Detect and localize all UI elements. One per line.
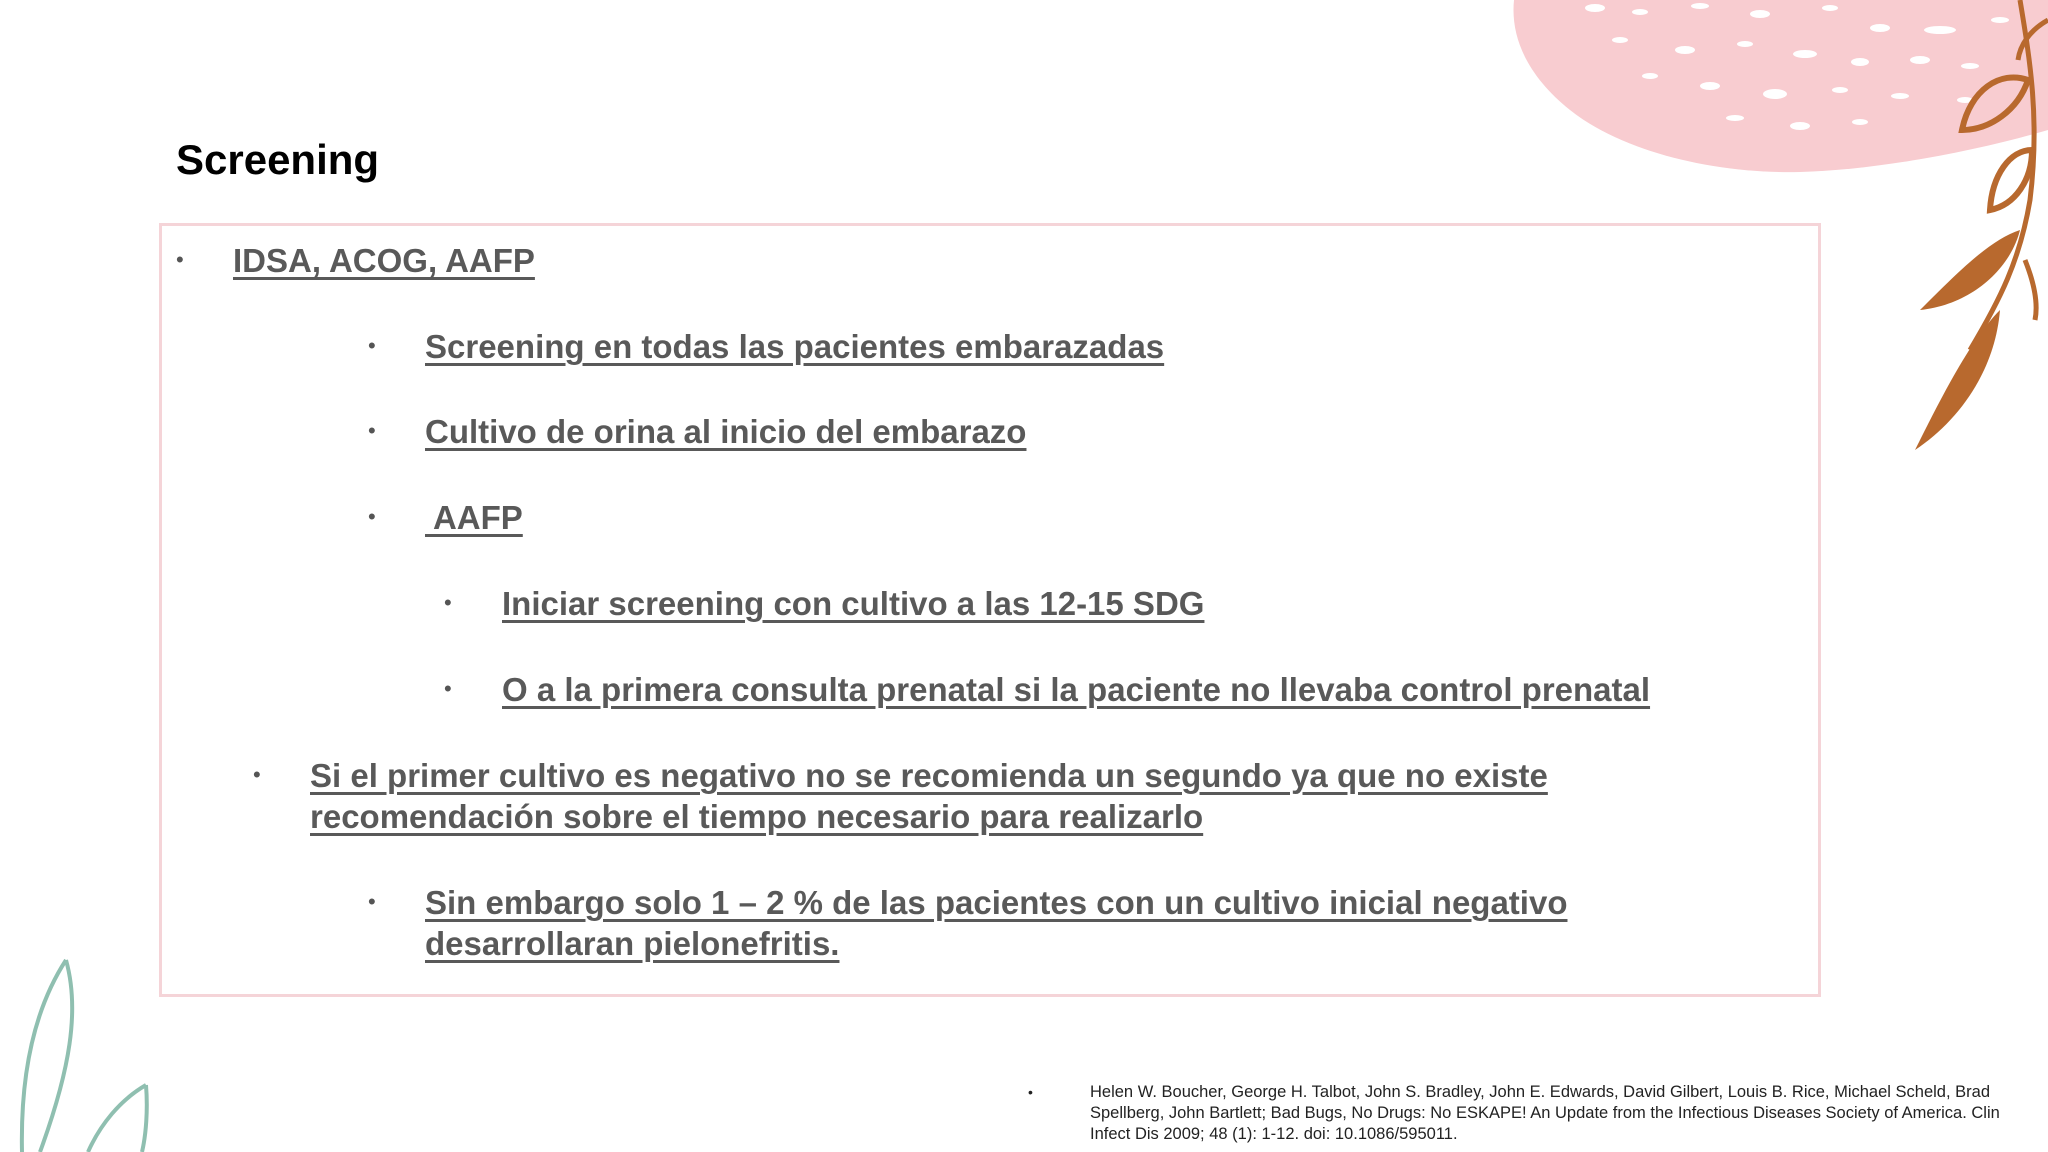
bullet-text[interactable]: Cultivo de orina al inicio del embarazo bbox=[425, 413, 1027, 450]
bullet-text[interactable]: O a la primera consulta prenatal si la paciente no llevaba control prenatal bbox=[502, 671, 1651, 708]
bullet-icon: • bbox=[368, 889, 376, 914]
slide-title: Screening bbox=[176, 136, 380, 183]
bullet-icon: • bbox=[444, 590, 452, 615]
bullet-text[interactable]: Screening en todas las pacientes embarazadas bbox=[425, 328, 1165, 365]
bullet-item bbox=[253, 755, 1630, 837]
bullet-icon: • bbox=[1028, 1084, 1033, 1100]
bullet-item bbox=[176, 240, 535, 281]
bullet-icon: • bbox=[253, 762, 261, 787]
green-leaf-decoration bbox=[0, 950, 160, 1152]
bullet-text[interactable]: Iniciar screening con cultivo a las 12-15 SDG bbox=[502, 585, 1205, 622]
reference-note bbox=[1028, 1082, 2028, 1145]
bullet-icon: • bbox=[368, 418, 376, 443]
bullet-text[interactable]: Si el primer cultivo es negativo no se recomienda un segundo ya que no existe recomendación sobre el tiempo necesario para realizarlo bbox=[310, 757, 1548, 835]
bullet-item bbox=[368, 497, 523, 538]
bullet-text[interactable]: Sin embargo solo 1 – 2 % de las pacientes con un cultivo inicial negativo desarrollaran pielonefritis. bbox=[425, 884, 1568, 962]
brown-leaf-decoration bbox=[1900, 0, 2048, 460]
bullet-icon: • bbox=[368, 333, 376, 358]
reference-text: Helen W. Boucher, George H. Talbot, John S. Bradley, John E. Edwards, David Gilbert, Louis B. Rice, Michael Scheld, Brad Spellberg, John Bartlett; Bad Bugs, No Drugs: No ESKAPE! An Update from the Infectious Diseases Society of America. Clin Infect Dis 2009; 48 (1): 1-12. doi: 10.1086/595011. bbox=[1090, 1083, 2000, 1143]
bullet-text[interactable]: AAFP bbox=[425, 499, 523, 536]
bullet-icon: • bbox=[368, 504, 376, 529]
bullet-item bbox=[368, 411, 1026, 452]
bullet-item bbox=[444, 583, 1204, 624]
bullet-icon: • bbox=[444, 676, 452, 701]
bullet-text[interactable]: IDSA, ACOG, AAFP bbox=[233, 242, 535, 279]
bullet-item bbox=[444, 669, 1650, 710]
bullet-icon: • bbox=[176, 247, 184, 272]
bullet-item bbox=[368, 326, 1164, 367]
bullet-item bbox=[368, 882, 1675, 964]
